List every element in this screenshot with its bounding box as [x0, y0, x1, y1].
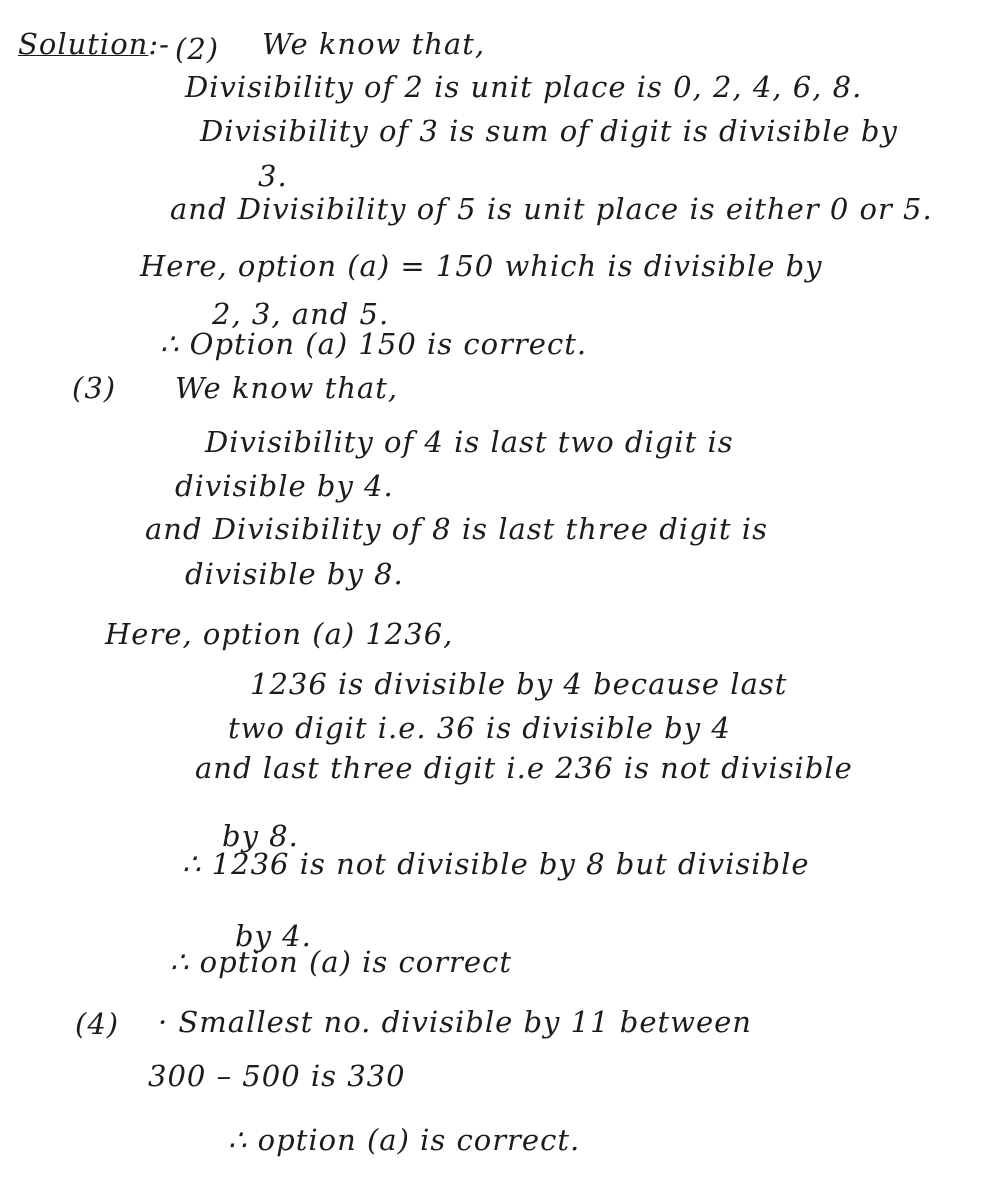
q2-line-7: 2, 3, and 5.: [212, 297, 390, 331]
q3-line-10: by 8.: [222, 819, 299, 853]
q2-line-8: ∴ Option (a) 150 is correct.: [160, 327, 588, 361]
q3-line-9: and last three digit i.e 236 is not divisible: [195, 751, 853, 785]
q3-line-13: ∴ option (a) is correct: [170, 945, 512, 979]
q3-line-2: Divisibility of 4 is last two digit is: [205, 425, 734, 459]
q3-line-7: 1236 is divisible by 4 because last: [250, 667, 788, 701]
q3-line-4: and Divisibility of 8 is last three digit is: [145, 512, 768, 546]
q2-line-1: We know that,: [262, 27, 486, 61]
q2-number: (2): [175, 32, 220, 66]
q4-number: (4): [75, 1007, 120, 1041]
q4-line-1: · Smallest no. divisible by 11 between: [158, 1005, 752, 1039]
solution-separator: :-: [148, 27, 170, 61]
q3-line-6: Here, option (a) 1236,: [105, 617, 454, 651]
q4-line-3: ∴ option (a) is correct.: [228, 1123, 581, 1157]
solution-header: [18, 27, 170, 61]
solution-label: Solution: [18, 27, 149, 61]
q2-line-2: Divisibility of 2 is unit place is 0, 2, 4, 6, 8.: [185, 70, 863, 104]
q2-line-4: 3.: [258, 159, 288, 193]
q2-line-6: Here, option (a) = 150 which is divisible by: [140, 249, 823, 283]
q3-line-12: by 4.: [235, 919, 312, 953]
q2-line-5: and Divisibility of 5 is unit place is either 0 or 5.: [170, 192, 933, 226]
q2-line-3: Divisibility of 3 is sum of digit is divisible by: [200, 114, 898, 148]
q3-number: (3): [72, 371, 117, 405]
q3-line-1: We know that,: [175, 371, 399, 405]
q3-line-3: divisible by 4.: [175, 469, 394, 503]
q4-line-2: 300 – 500 is 330: [148, 1059, 406, 1093]
q3-line-11: ∴ 1236 is not divisible by 8 but divisible: [182, 847, 810, 881]
q3-line-5: divisible by 8.: [185, 557, 404, 591]
q3-line-8: two digit i.e. 36 is divisible by 4: [228, 711, 731, 745]
